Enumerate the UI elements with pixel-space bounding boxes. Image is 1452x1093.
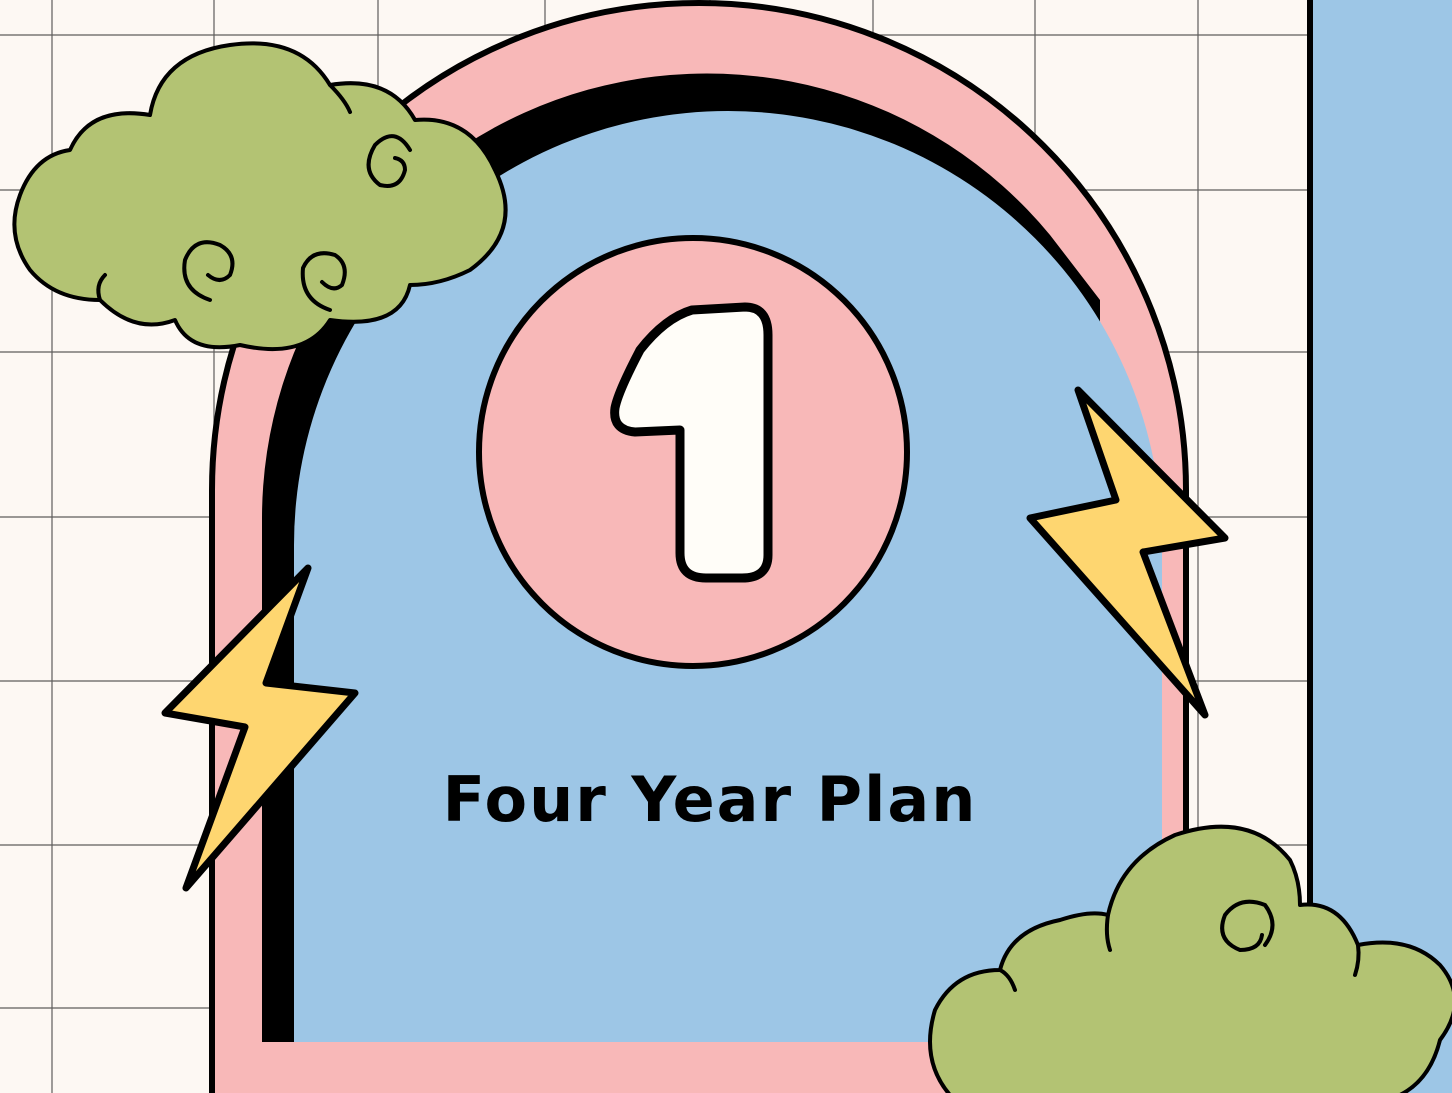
slide-title: Four Year Plan: [442, 763, 978, 836]
